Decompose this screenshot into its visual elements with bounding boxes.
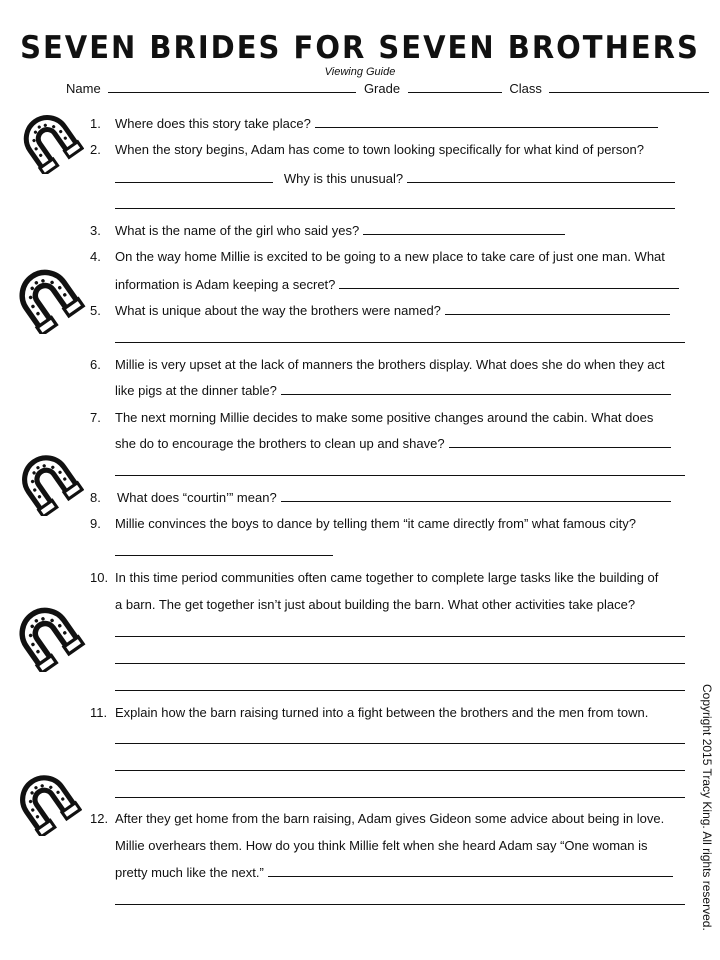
question-11: 11. Explain how the barn raising turned into a fight between the brothers and the men from town.: [90, 705, 649, 720]
answer-line[interactable]: [115, 743, 685, 744]
answer-line[interactable]: [268, 864, 673, 877]
question-8: 8. What does “courtin’” mean?: [90, 485, 671, 511]
question-6-line-2: like pigs at the dinner table?: [115, 378, 671, 404]
question-7: 7. The next morning Millie decides to make some positive changes around the cabin. What does: [90, 410, 654, 425]
question-6: 6. Millie is very upset at the lack of manners the brothers display. What does she do when they act: [90, 357, 665, 372]
answer-line[interactable]: [115, 555, 333, 556]
question-5: 5. What is unique about the way the brothers were named?: [90, 298, 670, 324]
question-12-line-3: pretty much like the next.”: [115, 860, 673, 886]
question-3: 3. What is the name of the girl who said yes?: [90, 218, 565, 244]
class-label: Class: [509, 81, 542, 96]
subtitle: Viewing Guide: [324, 66, 396, 78]
class-field[interactable]: [549, 81, 709, 93]
horseshoe-icon: [12, 448, 84, 516]
answer-line[interactable]: [115, 342, 685, 343]
answer-line[interactable]: [115, 904, 685, 905]
answer-line[interactable]: [115, 690, 685, 691]
horseshoe-icon: [8, 600, 86, 672]
answer-line[interactable]: [115, 663, 685, 664]
answer-line[interactable]: [115, 636, 685, 637]
answer-line[interactable]: [315, 115, 658, 128]
answer-line[interactable]: [363, 222, 565, 235]
answer-line[interactable]: [339, 276, 679, 289]
question-2: 2. When the story begins, Adam has come to town looking specifically for what kind of person?: [90, 142, 644, 157]
question-4: 4. On the way home Millie is excited to be going to a new place to take care of just one man. What: [90, 249, 665, 264]
grade-field[interactable]: [408, 81, 502, 93]
question-2-line-2: Why is this unusual?: [115, 166, 675, 192]
answer-line[interactable]: [449, 435, 671, 448]
answer-line[interactable]: [281, 382, 671, 395]
question-4-line-2: information is Adam keeping a secret?: [115, 272, 679, 298]
horseshoe-icon: [14, 108, 84, 174]
question-10-line-2: a barn. The get together isn’t just about building the barn. What other activities take place?: [115, 597, 636, 612]
question-1: 1. Where does this story take place?: [90, 111, 658, 137]
answer-line[interactable]: [115, 475, 685, 476]
answer-line[interactable]: [115, 797, 685, 798]
answer-line[interactable]: [281, 489, 671, 502]
answer-line[interactable]: [115, 170, 273, 183]
answer-line[interactable]: [115, 208, 675, 209]
grade-label: Grade: [363, 81, 401, 96]
horseshoe-icon: [8, 262, 86, 334]
student-info-row: [66, 81, 709, 96]
page-title: SEVEN BRIDES FOR SEVEN BROTHERS: [20, 28, 700, 66]
copyright-notice: Copyright 2015 Tracy King. All rights reserved.: [700, 684, 714, 931]
name-field[interactable]: [108, 81, 356, 93]
question-7-line-2: she do to encourage the brothers to clean up and shave?: [115, 431, 671, 457]
answer-line[interactable]: [115, 770, 685, 771]
name-label: Name: [66, 81, 101, 96]
question-12-line-2: Millie overhears them. How do you think Millie felt when she heard Adam say “One woman is: [115, 838, 648, 853]
answer-line[interactable]: [445, 302, 670, 315]
answer-line[interactable]: [407, 170, 675, 183]
question-10: 10. In this time period communities often came together to complete large tasks like the building of: [90, 570, 659, 585]
question-12: 12. After they get home from the barn raising, Adam gives Gideon some advice about being in love.: [90, 811, 665, 826]
horseshoe-icon: [10, 768, 82, 836]
question-9: 9. Millie convinces the boys to dance by telling them “it came directly from” what famous city?: [90, 516, 636, 531]
